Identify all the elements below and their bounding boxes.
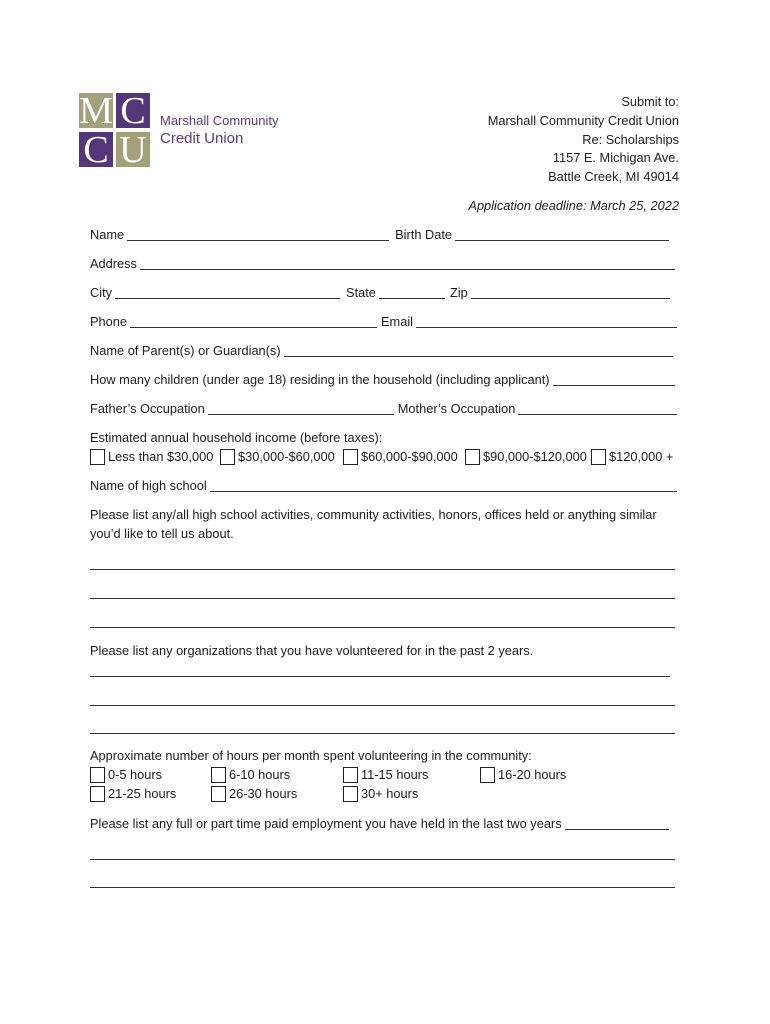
hours-option-label: 6-10 hours [229, 767, 291, 782]
activities-answer-line[interactable] [90, 569, 675, 570]
employment-answer-line[interactable] [90, 887, 675, 888]
hours-option-label: 16-20 hours [498, 767, 567, 782]
zip-label: Zip [449, 285, 468, 300]
children-field[interactable] [553, 373, 675, 386]
parent-label: Name of Parent(s) or Guardian(s) [90, 343, 281, 358]
mother-occupation-field[interactable] [518, 402, 677, 415]
submit-to-line: 1157 E. Michigan Ave. [552, 150, 679, 166]
zip-field[interactable] [471, 286, 670, 299]
birth-date-label: Birth Date [395, 227, 453, 242]
hours-option-label: 30+ hours [361, 786, 419, 801]
employment-row [90, 815, 669, 833]
hours-option [480, 766, 566, 784]
logo-name-line1: Marshall Community [160, 113, 279, 128]
city-field[interactable] [115, 286, 340, 299]
submit-to-line: Battle Creek, MI 49014 [548, 169, 679, 185]
name-field[interactable] [127, 228, 389, 241]
logo-name-line2: Credit Union [160, 130, 244, 147]
application-deadline: Application deadline: March 25, 2022 [468, 198, 679, 213]
city-row [90, 284, 670, 302]
income-option-label: $60,000-$90,000 [361, 449, 458, 464]
activities-answer-line[interactable] [90, 627, 675, 628]
logo-tile-c: C [79, 132, 113, 167]
father-occupation-field[interactable] [208, 402, 394, 415]
hours-option-label: 21-25 hours [108, 786, 177, 801]
state-field[interactable] [379, 286, 445, 299]
income-option [343, 448, 458, 466]
income-option-label: $30,000-$60,000 [238, 449, 335, 464]
volunteer-answer-line[interactable] [90, 733, 675, 734]
submit-to-block [488, 93, 679, 187]
income-checkbox[interactable] [465, 449, 480, 465]
high-school-row [90, 477, 677, 495]
volunteer-prompt: Please list any organizations that you have volunteered for in the past 2 years. [90, 643, 534, 658]
parent-field[interactable] [284, 344, 673, 357]
name-row [90, 226, 669, 244]
submit-to-line: Marshall Community Credit Union [487, 112, 679, 128]
high-school-label: Name of high school [90, 478, 207, 493]
employment-field[interactable] [565, 817, 669, 830]
hours-checkbox[interactable] [211, 786, 226, 802]
hours-option [343, 785, 418, 803]
activities-prompt: you’d like to tell us about. [90, 526, 234, 541]
income-option-label: Less than $30,000 [108, 449, 214, 464]
volunteer-answer-line[interactable] [90, 676, 670, 677]
volunteer-answer-line[interactable] [90, 705, 675, 706]
income-option [220, 448, 335, 466]
income-checkbox[interactable] [220, 449, 235, 465]
email-label: Email [381, 314, 414, 329]
income-checkbox[interactable] [90, 449, 105, 465]
hours-checkbox[interactable] [90, 786, 105, 802]
birth-date-field[interactable] [455, 228, 669, 241]
hours-checkbox[interactable] [480, 767, 495, 783]
submit-to-heading: Submit to: [621, 94, 679, 109]
activities-answer-line[interactable] [90, 598, 675, 599]
hours-checkbox[interactable] [90, 767, 105, 783]
children-row [90, 371, 675, 389]
logo-tile-c: C [116, 93, 150, 128]
hours-option [90, 766, 162, 784]
income-checkbox[interactable] [591, 449, 606, 465]
income-option [90, 448, 213, 466]
activities-prompt: Please list any/all high school activities, community activities, honors, offices held or anything similar [90, 507, 657, 522]
phone-row [90, 313, 677, 331]
hours-option [90, 785, 176, 803]
phone-field[interactable] [130, 315, 377, 328]
name-label: Name [90, 227, 125, 242]
logo-tile-u: U [116, 132, 150, 167]
email-field[interactable] [416, 315, 677, 328]
hours-option [211, 766, 290, 784]
occupation-row [90, 400, 677, 418]
parent-row [90, 342, 673, 360]
hours-option-label: 11-15 hours [361, 767, 429, 782]
income-checkbox[interactable] [343, 449, 358, 465]
income-option-label: $90,000-$120,000 [483, 449, 587, 464]
income-option [465, 448, 587, 466]
employment-answer-line[interactable] [90, 859, 675, 860]
address-field[interactable] [140, 257, 675, 270]
hours-option [343, 766, 428, 784]
mccu-logo [79, 93, 279, 169]
submit-to-line: Re: Scholarships [582, 131, 679, 147]
address-label: Address [90, 256, 137, 271]
address-row [90, 255, 675, 273]
state-label: State [346, 285, 376, 300]
income-option-label: $120,000 + [609, 449, 674, 464]
employment-label: Please list any full or part time paid employment you have held in the last two years [90, 816, 562, 831]
father-occupation-label: Father’s Occupation [90, 401, 205, 416]
hours-checkbox[interactable] [211, 767, 226, 783]
children-label: How many children (under age 18) residing in the household (including applicant) [90, 372, 550, 387]
hours-checkbox[interactable] [343, 786, 358, 802]
hours-option-label: 0-5 hours [108, 767, 163, 782]
mother-occupation-label: Mother’s Occupation [397, 401, 516, 416]
hours-option-label: 26-30 hours [229, 786, 298, 801]
phone-label: Phone [90, 314, 128, 329]
income-label: Estimated annual household income (before taxes): [90, 430, 383, 445]
city-label: City [90, 285, 113, 300]
high-school-field[interactable] [210, 479, 677, 492]
income-option [591, 448, 673, 466]
hours-option [211, 785, 297, 803]
hours-label: Approximate number of hours per month spent volunteering in the community: [90, 748, 532, 763]
logo-tile-m: M [79, 93, 113, 128]
hours-checkbox[interactable] [343, 767, 358, 783]
